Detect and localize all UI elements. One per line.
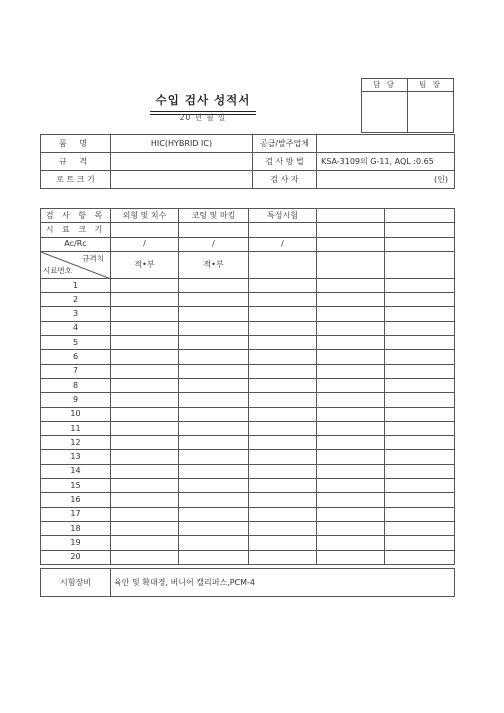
sample-result-cell[interactable] (179, 293, 249, 307)
sample-result-cell[interactable] (179, 550, 249, 564)
approval-box (361, 78, 454, 133)
sample-result-cell[interactable] (249, 450, 317, 464)
approval-sign-staff[interactable] (362, 92, 408, 133)
sample-result-cell[interactable] (385, 450, 455, 464)
sample-result-cell[interactable] (317, 393, 385, 407)
sample-result-cell[interactable] (249, 378, 317, 392)
sample-result-cell[interactable] (385, 493, 455, 507)
sample-result-cell[interactable] (179, 464, 249, 478)
item-column-header[interactable] (385, 209, 455, 223)
sample-size-cell[interactable] (385, 223, 455, 237)
sample-row (41, 493, 455, 507)
sample-result-cell[interactable] (111, 407, 179, 421)
sample-result-cell[interactable] (385, 364, 455, 378)
sample-result-cell[interactable] (249, 479, 317, 493)
sample-row (41, 307, 455, 321)
sample-result-cell[interactable] (249, 421, 317, 435)
approval-header-manager: 팀 장 (408, 79, 454, 92)
sample-result-cell[interactable] (249, 293, 317, 307)
sample-number: 19 (41, 536, 111, 550)
approval-header-staff: 담 당 (362, 79, 408, 92)
sample-size-cell[interactable] (317, 223, 385, 237)
sample-result-cell[interactable] (385, 278, 455, 292)
info-table (40, 134, 455, 189)
sample-number: 15 (41, 479, 111, 493)
acrc-cell[interactable]: / (111, 237, 179, 251)
sample-result-cell[interactable] (111, 364, 179, 378)
sample-result-cell[interactable] (111, 493, 179, 507)
sample-result-cell[interactable] (179, 278, 249, 292)
sample-result-cell[interactable] (317, 336, 385, 350)
sample-number: 6 (41, 350, 111, 364)
sample-result-cell[interactable] (249, 521, 317, 535)
sample-result-cell[interactable] (179, 536, 249, 550)
sample-result-cell[interactable] (317, 436, 385, 450)
sample-number-label: 시료번호 (43, 266, 72, 276)
sample-result-cell[interactable] (317, 507, 385, 521)
sample-row (41, 450, 455, 464)
product-label: 품 명 (41, 135, 111, 153)
diagonal-header-cell (41, 251, 111, 278)
sample-result-cell[interactable] (385, 393, 455, 407)
sample-result-cell[interactable] (111, 436, 179, 450)
sample-result-cell[interactable] (249, 350, 317, 364)
inspector-value[interactable]: (인) (317, 171, 455, 189)
sample-result-cell[interactable] (249, 407, 317, 421)
judge-cell[interactable] (317, 251, 385, 278)
spec-value[interactable] (111, 153, 253, 171)
sample-row (41, 407, 455, 421)
judge-cell[interactable] (385, 251, 455, 278)
sample-number: 18 (41, 521, 111, 535)
sample-result-cell[interactable] (111, 321, 179, 335)
sample-result-cell[interactable] (249, 307, 317, 321)
sample-number: 9 (41, 393, 111, 407)
sample-result-cell[interactable] (385, 550, 455, 564)
item-column-header: 코팅 및 마킹 (179, 209, 249, 223)
sample-result-cell[interactable] (111, 507, 179, 521)
sample-result-cell[interactable] (179, 493, 249, 507)
method-value[interactable]: KSA-3109의 G-11, AQL :0.65 (317, 153, 455, 171)
sample-number: 13 (41, 450, 111, 464)
sample-result-cell[interactable] (317, 464, 385, 478)
sample-result-cell[interactable] (385, 521, 455, 535)
sample-result-cell[interactable] (385, 293, 455, 307)
sample-number: 7 (41, 364, 111, 378)
sample-result-cell[interactable] (317, 421, 385, 435)
sample-result-cell[interactable] (111, 278, 179, 292)
sample-number: 11 (41, 421, 111, 435)
sample-result-cell[interactable] (317, 521, 385, 535)
approval-sign-manager[interactable] (408, 92, 454, 133)
sample-result-cell[interactable] (385, 464, 455, 478)
sample-number: 20 (41, 550, 111, 564)
sample-result-cell[interactable] (179, 436, 249, 450)
sample-result-cell[interactable] (385, 378, 455, 392)
info-row-lot (41, 171, 455, 189)
sample-result-cell[interactable] (317, 364, 385, 378)
method-label: 검 사 방 법 (253, 153, 317, 171)
sample-result-cell[interactable] (179, 393, 249, 407)
info-row-spec (41, 153, 455, 171)
sample-result-cell[interactable] (317, 407, 385, 421)
equipment-table (40, 568, 455, 597)
sample-result-cell[interactable] (111, 378, 179, 392)
sample-row (41, 378, 455, 392)
sample-result-cell[interactable] (385, 479, 455, 493)
sample-number: 3 (41, 307, 111, 321)
judge-cell[interactable]: 적•부 (111, 251, 179, 278)
sample-result-cell[interactable] (111, 450, 179, 464)
sample-row (41, 278, 455, 292)
items-row (41, 209, 455, 223)
sample-result-cell[interactable] (317, 536, 385, 550)
sample-number: 17 (41, 507, 111, 521)
sample-result-cell[interactable] (179, 336, 249, 350)
items-label: 검 사 항 목 (41, 209, 111, 223)
acrc-label: Ac/Rc (41, 237, 111, 251)
sample-row (41, 479, 455, 493)
judge-cell[interactable] (249, 251, 317, 278)
acrc-cell[interactable]: / (249, 237, 317, 251)
sample-size-row (41, 223, 455, 237)
item-column-header: 특성시험 (249, 209, 317, 223)
sample-result-cell[interactable] (385, 336, 455, 350)
sample-row (41, 550, 455, 564)
spec-label: 규 격 (41, 153, 111, 171)
sample-result-cell[interactable] (179, 507, 249, 521)
sample-result-cell[interactable] (385, 421, 455, 435)
sample-row (41, 336, 455, 350)
sample-size-cell[interactable] (179, 223, 249, 237)
sample-row (41, 536, 455, 550)
sample-result-cell[interactable] (317, 321, 385, 335)
sample-result-cell[interactable] (179, 450, 249, 464)
sample-row (41, 436, 455, 450)
sample-result-cell[interactable] (317, 550, 385, 564)
sample-row (41, 293, 455, 307)
sample-number: 14 (41, 464, 111, 478)
acrc-cell[interactable] (317, 237, 385, 251)
inspection-table (40, 208, 455, 565)
judge-cell[interactable]: 적•부 (179, 251, 249, 278)
item-column-header[interactable] (317, 209, 385, 223)
sample-result-cell[interactable] (385, 436, 455, 450)
sample-result-cell[interactable] (179, 350, 249, 364)
sample-number: 1 (41, 278, 111, 292)
sample-result-cell[interactable] (317, 450, 385, 464)
sample-result-cell[interactable] (317, 479, 385, 493)
sample-result-cell[interactable] (317, 493, 385, 507)
sample-result-cell[interactable] (111, 336, 179, 350)
sample-result-cell[interactable] (179, 421, 249, 435)
sample-result-cell[interactable] (249, 550, 317, 564)
sample-result-cell[interactable] (249, 321, 317, 335)
lot-value[interactable] (111, 171, 253, 189)
sample-row (41, 393, 455, 407)
sample-number: 4 (41, 321, 111, 335)
sample-result-cell[interactable] (249, 536, 317, 550)
sample-result-cell[interactable] (385, 507, 455, 521)
acrc-cell[interactable] (385, 237, 455, 251)
page-title: 수입 검사 성적서 (155, 93, 251, 107)
spec-value-label: 규격치 (82, 253, 104, 263)
sample-result-cell[interactable] (249, 436, 317, 450)
sample-result-cell[interactable] (249, 464, 317, 478)
sample-row (41, 350, 455, 364)
sample-size-label: 시 료 크 기 (41, 223, 111, 237)
sample-result-cell[interactable] (385, 307, 455, 321)
sample-result-cell[interactable] (111, 550, 179, 564)
inspector-label: 검 사 자 (253, 171, 317, 189)
sample-number: 10 (41, 407, 111, 421)
sample-number: 2 (41, 293, 111, 307)
acrc-cell[interactable]: / (179, 237, 249, 251)
sample-row (41, 364, 455, 378)
sample-result-cell[interactable] (111, 464, 179, 478)
sample-result-cell[interactable] (317, 293, 385, 307)
date-line: 20 년 월 일 (179, 113, 227, 122)
equipment-value[interactable]: 육안 및 확대경, 버니어 캘리퍼스,PCM-4 (111, 569, 455, 597)
sample-size-cell[interactable] (111, 223, 179, 237)
sample-row (41, 464, 455, 478)
sample-result-cell[interactable] (249, 278, 317, 292)
sample-result-cell[interactable] (111, 393, 179, 407)
sample-result-cell[interactable] (385, 407, 455, 421)
sample-number: 16 (41, 493, 111, 507)
sample-result-cell[interactable] (111, 479, 179, 493)
sample-row (41, 507, 455, 521)
sample-result-cell[interactable] (179, 479, 249, 493)
sample-result-cell[interactable] (179, 521, 249, 535)
sample-result-cell[interactable] (179, 364, 249, 378)
sample-row (41, 421, 455, 435)
sample-result-cell[interactable] (111, 521, 179, 535)
supplier-value[interactable] (317, 135, 455, 153)
sample-row (41, 321, 455, 335)
sample-result-cell[interactable] (317, 307, 385, 321)
sample-row (41, 521, 455, 535)
sample-result-cell[interactable] (249, 393, 317, 407)
sample-result-cell[interactable] (111, 421, 179, 435)
sample-size-cell[interactable] (249, 223, 317, 237)
supplier-label: 공급/발주업체 (253, 135, 317, 153)
sample-result-cell[interactable] (179, 378, 249, 392)
judge-row (41, 251, 455, 278)
sample-result-cell[interactable] (111, 350, 179, 364)
sample-result-cell[interactable] (385, 536, 455, 550)
sample-result-cell[interactable] (179, 307, 249, 321)
equipment-label: 시험장비 (41, 569, 111, 597)
sample-result-cell[interactable] (317, 278, 385, 292)
sample-result-cell[interactable] (249, 364, 317, 378)
sample-result-cell[interactable] (111, 307, 179, 321)
sample-number: 12 (41, 436, 111, 450)
sample-result-cell[interactable] (385, 321, 455, 335)
sample-result-cell[interactable] (249, 493, 317, 507)
sample-result-cell[interactable] (317, 350, 385, 364)
acrc-row (41, 237, 455, 251)
sample-result-cell[interactable] (179, 321, 249, 335)
lot-label: 로 트 크 기 (41, 171, 111, 189)
info-row-product (41, 135, 455, 153)
sample-result-cell[interactable] (249, 336, 317, 350)
sample-result-cell[interactable] (385, 350, 455, 364)
sample-result-cell[interactable] (111, 293, 179, 307)
sample-number: 8 (41, 378, 111, 392)
sample-result-cell[interactable] (179, 407, 249, 421)
sample-result-cell[interactable] (249, 507, 317, 521)
product-value[interactable]: HIC(HYBRID IC) (111, 135, 253, 153)
item-column-header: 외형 및 치수 (111, 209, 179, 223)
sample-result-cell[interactable] (111, 536, 179, 550)
sample-number: 5 (41, 336, 111, 350)
sample-result-cell[interactable] (317, 378, 385, 392)
